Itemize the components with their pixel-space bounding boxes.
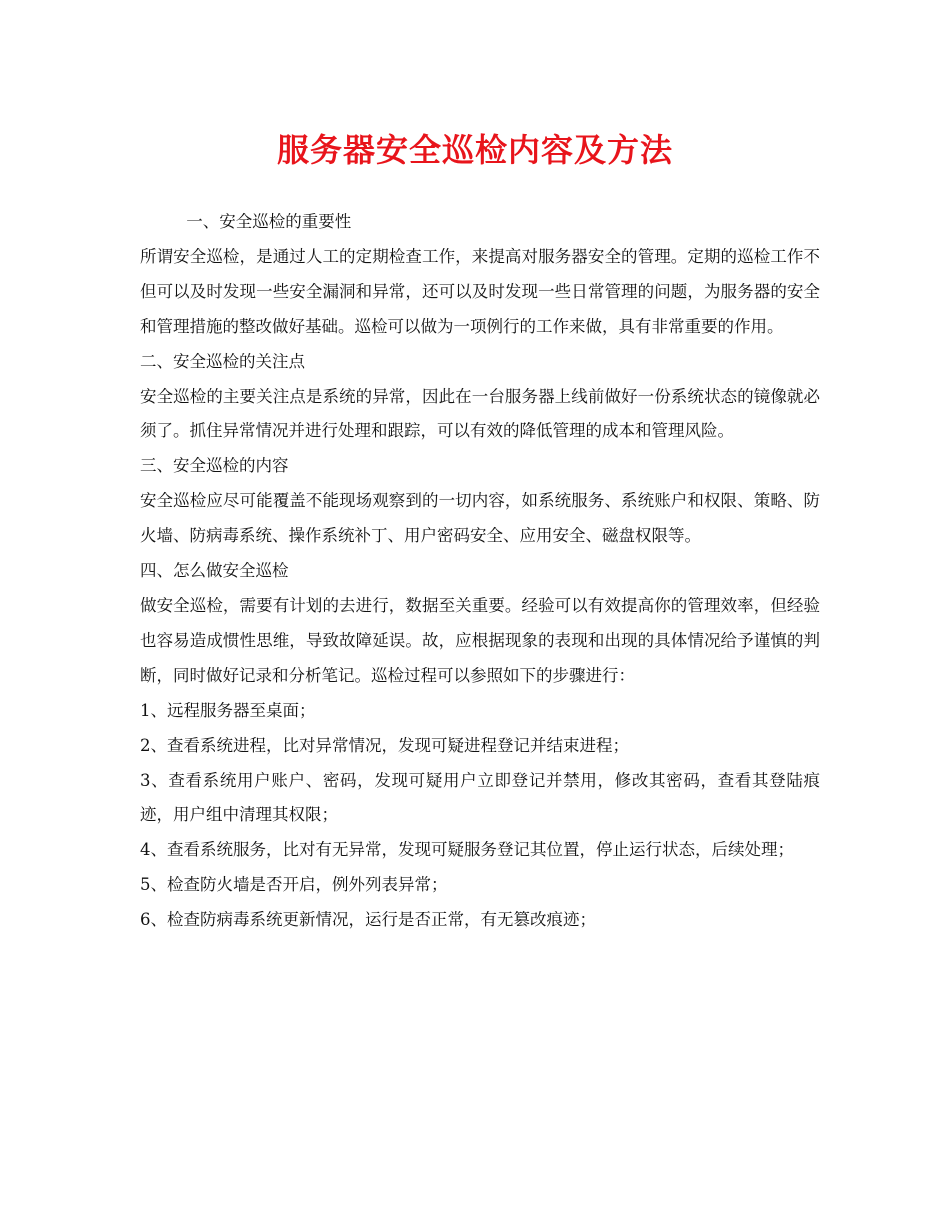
section-heading-how-to: 四、怎么做安全巡检	[140, 561, 289, 581]
section-heading-focus: 二、安全巡检的关注点	[140, 351, 305, 371]
step-item-3: 3、查看系统用户账户、密码，发现可疑用户立即登记并禁用，修改其密码，查看其登陆痕迹，用户组中清理其权限；	[140, 770, 820, 825]
document-body	[140, 205, 820, 938]
paragraph-how-to: 做安全巡检，需要有计划的去进行，数据至关重要。经验可以有效提高你的管理效率，但经验也容易造成惯性思维，导致故障延误。故，应根据现象的表现和出现的具体情况给予谨慎的判断，同时做好记录和分析笔记。巡检过程可以参照如下的步骤进行：	[140, 595, 820, 685]
paragraph-focus: 安全巡检的主要关注点是系统的异常，因此在一台服务器上线前做好一份系统状态的镜像就必须了。抓住异常情况并进行处理和跟踪，可以有效的降低管理的成本和管理风险。	[140, 386, 820, 441]
step-item-2: 2、查看系统进程，比对异常情况，发现可疑进程登记并结束进程；	[140, 735, 629, 755]
step-item-5: 5、检查防火墙是否开启，例外列表异常；	[140, 875, 448, 895]
section-heading-content: 三、安全巡检的内容	[140, 456, 289, 476]
paragraph-content: 安全巡检应尽可能覆盖不能现场观察到的一切内容，如系统服务、系统账户和权限、策略、防火墙、防病毒系统、操作系统补丁、用户密码安全、应用安全、磁盘权限等。	[140, 491, 820, 546]
paragraph-importance: 所谓安全巡检，是通过人工的定期检查工作，来提高对服务器安全的管理。定期的巡检工作不但可以及时发现一些安全漏洞和异常，还可以及时发现一些日常管理的问题，为服务器的安全和管理措施的整改做好基础。巡检可以做为一项例行的工作来做，具有非常重要的作用。	[140, 246, 820, 336]
page-title: 服务器安全巡检内容及方法	[276, 131, 673, 169]
step-item-1: 1、远程服务器至桌面；	[140, 700, 316, 720]
step-item-4: 4、查看系统服务，比对有无异常，发现可疑服务登记其位置，停止运行状态，后续处理；	[140, 840, 794, 860]
step-item-6: 6、检查防病毒系统更新情况，运行是否正常，有无篡改痕迹；	[140, 910, 596, 930]
section-heading-importance: 一、安全巡检的重要性	[186, 212, 352, 231]
